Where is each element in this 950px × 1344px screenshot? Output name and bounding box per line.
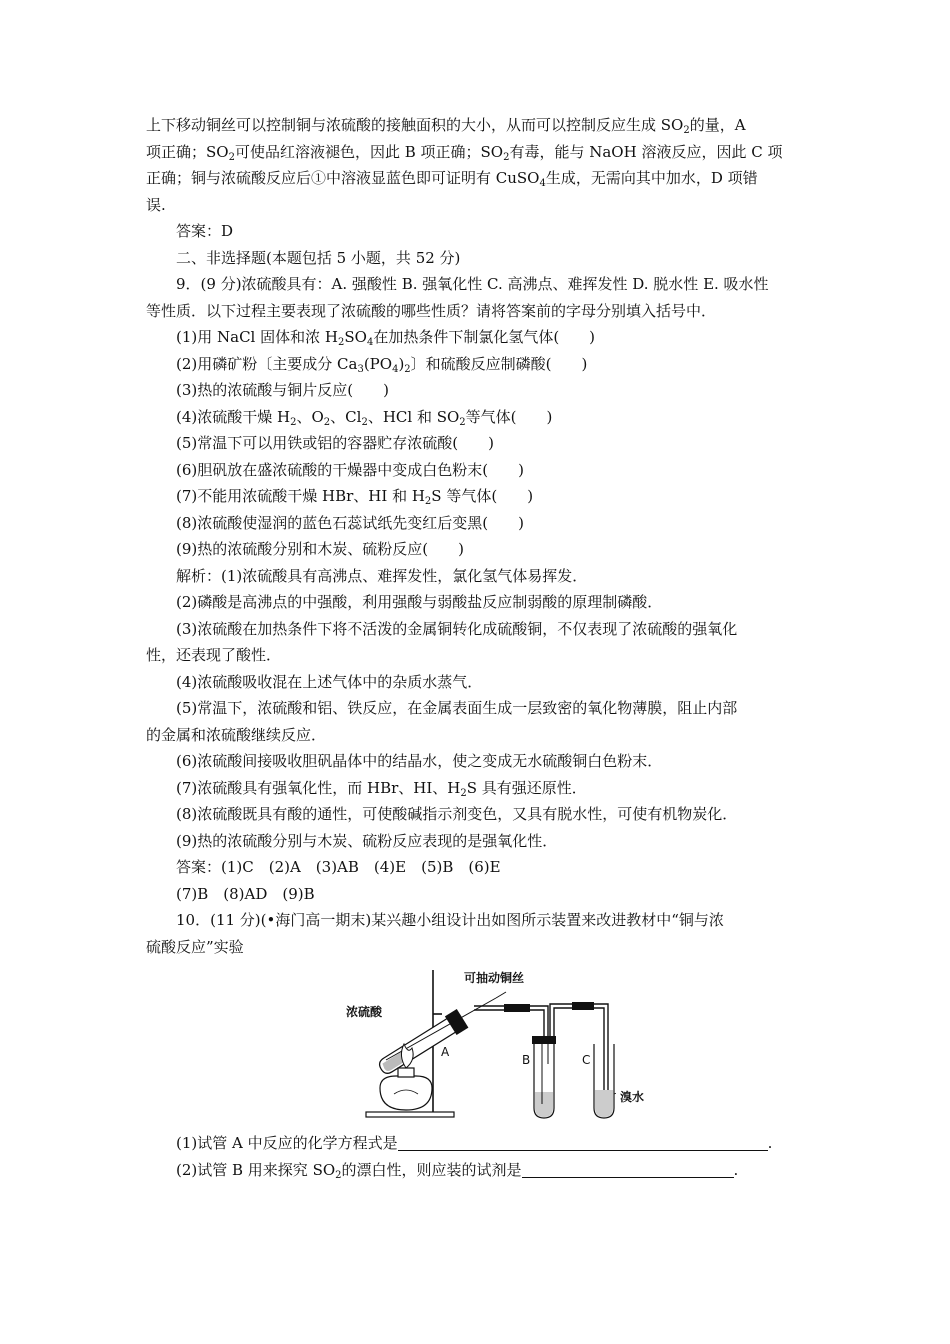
label-a: A [441, 1045, 450, 1059]
label-copper-wire: 可抽动铜丝 [464, 971, 525, 985]
explanation-9-4: (4)浓硫酸吸收混在上述气体中的杂质水蒸气． [176, 672, 483, 691]
question-9-stem-line-2: 等性质．以下过程主要表现了浓硫酸的哪些性质？请将答案前的字母分别填入括号中． [146, 301, 717, 320]
explanation-9-6: (6)浓硫酸间接吸收胆矾晶体中的结晶水，使之变成无水硫酸铜白色粉末． [176, 752, 663, 770]
explanation-continued-line-1: 上下移动铜丝可以控制铜与浓硫酸的接触面积的大小，从而可以控制反应生成 $SO_2$的量，A [146, 116, 746, 136]
explanation-continued-line-3: 正确；铜与浓硫酸反应后①中溶液显蓝色即可证明有 CuSO$_4$生成，无需向其中加水，D 项错 [146, 169, 758, 189]
apparatus-figure [146, 964, 806, 1124]
question-9-item-6: (6)胆矾放在盛浓硫酸的干燥器中变成白色粉末( ) [176, 460, 524, 479]
apparatus-diagram [346, 964, 616, 1124]
test-tube-b [532, 1036, 556, 1118]
explanation-9-5a: (5)常温下，浓硫酸和铝、铁反应，在金属表面生成一层致密的氧化物薄膜，阻止内部 [176, 699, 738, 717]
explanation-9-3b: 性，还表现了酸性． [146, 646, 282, 664]
answer-blank-2[interactable] [522, 1161, 734, 1178]
label-b: B [522, 1053, 531, 1067]
question-10-item-1: (1)试管 A 中反应的化学方程式是 . [176, 1134, 773, 1152]
question-9-item-5: (5)常温下可以用铁或铝的容器贮存浓硫酸( ) [176, 434, 494, 452]
document-body [146, 112, 806, 1183]
answer-previous: 答案：D [176, 222, 234, 240]
delivery-tube-2 [550, 1004, 608, 1104]
question-9-item-8: (8)浓硫酸使湿润的蓝色石蕊试纸先变红后变黑( ) [176, 513, 524, 532]
stand-base [366, 1112, 454, 1117]
explanation-continued-line-2: 项正确；$SO_2$可使品红溶液褪色，因此 B 项正确；$SO_2$有毒，能与 NaOH 溶液反应，因此 C 项 [146, 142, 783, 163]
section-heading: 二、非选择题(本题包括 5 小题，共 52 分) [176, 248, 461, 267]
label-conc-sulfuric-acid: 浓硫酸 [346, 1005, 383, 1019]
test-tube-a [375, 1009, 468, 1079]
question-9-item-9: (9)热的浓硫酸分别和木炭、硫粉反应( ) [176, 540, 464, 558]
explanation-9-3a: (3)浓硫酸在加热条件下将不活泼的金属铜转化成硫酸铜，不仅表现了浓硫酸的强氧化 [176, 619, 738, 638]
answer-9-line-1: 答案：(1)C (2)A (3)AB (4)E (5)B (6)E [176, 858, 501, 876]
question-9-item-2: (2)用磷矿粉〔主要成分 $Ca_3(PO_4)_2$〕和硫酸反应制磷酸( ) [176, 354, 588, 375]
question-9-item-3: (3)热的浓硫酸与铜片反应( ) [176, 381, 389, 399]
question-10-stem-line-2: 硫酸反应”实验 [146, 937, 244, 956]
explanation-9-1: 解析：(1)浓硫酸具有高沸点、难挥发性，氯化氢气体易挥发． [176, 566, 588, 585]
alcohol-lamp [380, 1044, 432, 1110]
label-bromine-water: 溴水 [620, 1090, 645, 1104]
question-9-stem-line-1: 9．(9 分)浓硫酸具有：A. 强酸性 B. 强氧化性 C. 高沸点、难挥发性 D. 脱水性 E. 吸水性 [176, 275, 769, 293]
answer-blank-1[interactable] [398, 1134, 768, 1151]
explanation-9-8: (8)浓硫酸既具有酸的通性，可使酸碱指示剂变色，又具有脱水性，可使有机物炭化． [176, 805, 738, 823]
question-10-stem-line-1: 10．(11 分)(•海门高一期末)某兴趣小组设计出如图所示装置来改进教材中“铜与浓 [176, 911, 724, 929]
explanation-continued-line-4: 误. [146, 195, 166, 214]
question-9-item-1: (1)用 NaCl 固体和浓 $H_2SO_4$在加热条件下制氯化氢气体( ) [176, 328, 596, 348]
question-9-item-4: (4)浓硫酸干燥 $H_2$、$O_2$、$Cl_2$、HCl 和 $SO_2$等气体( ) [176, 407, 553, 428]
answer-9-line-2: (7)B (8)AD (9)B [176, 884, 315, 903]
label-c: C [582, 1053, 591, 1067]
explanation-9-5b: 的金属和浓硫酸继续反应． [146, 725, 327, 744]
question-10-item-2: (2)试管 B 用来探究 $SO_2$的漂白性，则应装的试剂是 . [176, 1160, 739, 1181]
explanation-9-2: (2)磷酸是高沸点的中强酸，利用强酸与弱酸盐反应制弱酸的原理制磷酸． [176, 593, 663, 611]
question-9-item-7: (7)不能用浓硫酸干燥 HBr、HI 和 $H_2S$ 等气体( ) [176, 487, 534, 507]
explanation-9-7: (7)浓硫酸具有强氧化性，而 HBr、HI、$H_2S$ 具有强还原性． [176, 778, 587, 799]
explanation-9-9: (9)热的浓硫酸分别与木炭、硫粉反应表现的是强氧化性． [176, 831, 558, 850]
